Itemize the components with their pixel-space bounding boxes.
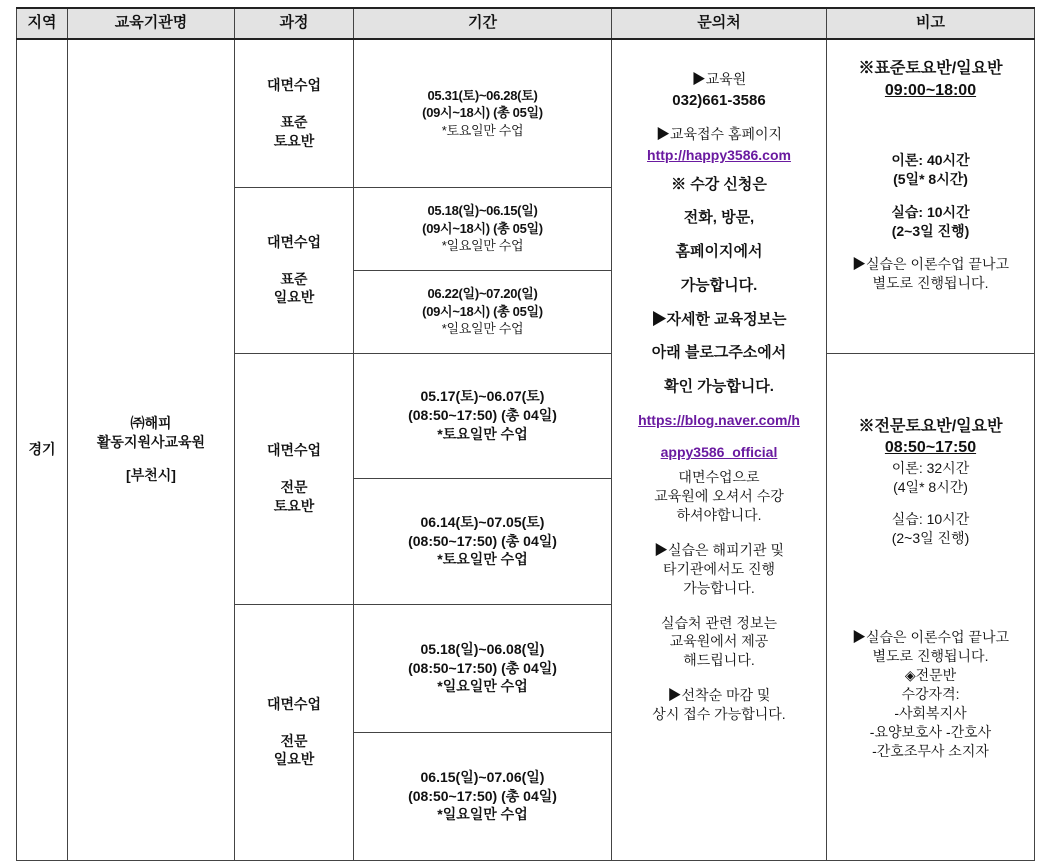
homepage-label: ▶교육접수 홈페이지	[655, 125, 783, 142]
region-cell: 경기	[17, 39, 68, 860]
contact-cell: ▶교육원 032)661-3586 ▶교육접수 홈페이지 http://happy3586.com ※ 수강 신청은 전화, 방문, 홈페이지에서 가능합니다. ▶자세한 교육정보는 아래 블로그주소에서 확인 가능합니다. https://blog.naver.com/h appy3586_official 대면수업으로 교육원에 오셔서 수강 하셔야합니다. ▶실습은 해피기관 및 타기관에서도 진행 가능합니다. 실습처 관련 정보는 교육원에서 제공 해드립니다. ▶선착순 마감 및 상시 접수 가능합니다.	[612, 39, 827, 860]
institution-location: [부천시]	[126, 467, 176, 484]
institution-cell	[68, 39, 235, 860]
header-institution: 교육기관명	[68, 8, 235, 39]
education-schedule-table	[16, 7, 1035, 861]
blog-link-1[interactable]: https://blog.naver.com/h	[638, 411, 800, 428]
institution-name-1: ㈜해피	[130, 415, 172, 432]
header-contact: 문의처	[612, 8, 827, 39]
header-region: 지역	[17, 8, 68, 39]
period-cell: 05.18(일)~06.08(일) (08:50~17:50) (총 04일) *일요일만 수업	[354, 604, 612, 732]
period-cell: 06.22(일)~07.20(일) (09시~18시) (총 05일) *일요일만 수업	[354, 270, 612, 353]
period-cell: 05.17(토)~06.07(토) (08:50~17:50) (총 04일) *토요일만 수업	[354, 353, 612, 478]
note-standard-cell: ※표준토요반/일요반 09:00~18:00 이론: 40시간 (5일* 8시간) 실습: 10시간 (2~3일 진행) ▶실습은 이론수업 끝나고 별도로 진행됩니다.	[827, 39, 1035, 353]
period-cell: 05.31(토)~06.28(토) (09시~18시) (총 05일) *토요일만 수업	[354, 39, 612, 187]
period-cell: 06.14(토)~07.05(토) (08:50~17:50) (총 04일) *토요일만 수업	[354, 478, 612, 604]
contact-label: ▶교육원	[691, 71, 747, 87]
institution-name-2: 활동지원사교육원	[96, 434, 206, 451]
course-cell: 대면수업 전문 토요반	[235, 353, 354, 604]
contact-phone: 032)661-3586	[672, 91, 766, 109]
period-cell: 06.15(일)~07.06(일) (08:50~17:50) (총 04일) *일요일만 수업	[354, 732, 612, 860]
homepage-link[interactable]: http://happy3586.com	[647, 146, 791, 163]
header-note: 비고	[827, 8, 1035, 39]
header-course: 과정	[235, 8, 354, 39]
header-period: 기간	[354, 8, 612, 39]
course-cell: 대면수업 표준 일요반	[235, 187, 354, 353]
course-cell: 대면수업 표준 토요반	[235, 39, 354, 187]
period-cell: 05.18(일)~06.15(일) (09시~18시) (총 05일) *일요일만 수업	[354, 187, 612, 270]
header-row	[17, 8, 1035, 39]
course-cell: 대면수업 전문 일요반	[235, 604, 354, 860]
table-row	[17, 39, 1035, 187]
note-expert-cell: ※전문토요반/일요반 08:50~17:50 이론: 32시간 (4일* 8시간) 실습: 10시간 (2~3일 진행) ▶실습은 이론수업 끝나고 별도로 진행됩니다. ◈전문반 수강자격: -사회복지사 -요양보호사 -간호사 -간호조무사 소지자	[827, 353, 1035, 860]
blog-link-2[interactable]: appy3586_official	[660, 444, 778, 461]
